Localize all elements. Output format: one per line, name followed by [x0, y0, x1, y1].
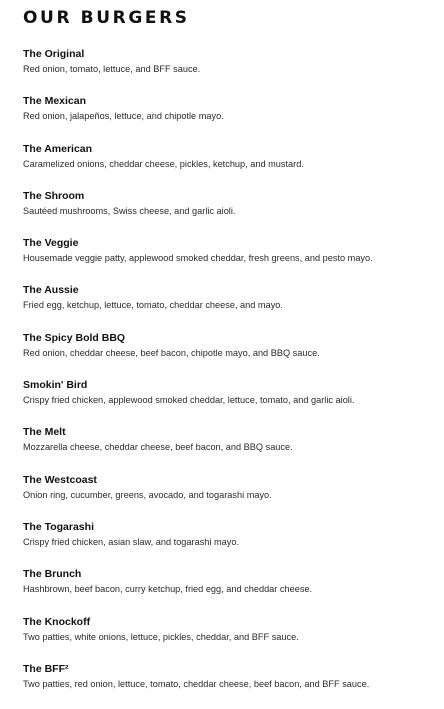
item-name: The Aussie: [23, 284, 79, 297]
item-name: The Spicy Bold BBQ: [23, 331, 126, 344]
menu-item: [23, 520, 438, 567]
item-description: Fried egg, ketchup, lettuce, tomato, cheddar cheese, and mayo.: [23, 300, 283, 311]
item-description: Sautéed mushrooms, Swiss cheese, and garlic aioli.: [23, 205, 236, 216]
menu-item: [23, 662, 438, 709]
menu-item: [23, 236, 438, 283]
menu-item: [23, 94, 438, 141]
menu-item: [23, 425, 438, 472]
menu-title: OUR BURGERS: [23, 8, 190, 28]
item-name: The American: [23, 142, 93, 155]
item-description: Onion ring, cucumber, greens, avocado, and togarashi mayo.: [23, 489, 272, 500]
item-description: Caramelized onions, cheddar cheese, pickles, ketchup, and mustard.: [23, 158, 304, 169]
item-name: The Knockoff: [23, 615, 91, 628]
menu-item: [23, 473, 438, 520]
item-description: Mozzarella cheese, cheddar cheese, beef bacon, and BBQ sauce.: [23, 442, 293, 453]
item-description: Two patties, white onions, lettuce, pickles, cheddar, and BFF sauce.: [23, 631, 299, 642]
item-description: Red onion, cheddar cheese, beef bacon, chipotle mayo, and BBQ sauce.: [23, 347, 320, 358]
item-description: Red onion, jalapeños, lettuce, and chipotle mayo.: [23, 111, 224, 122]
item-name: The Melt: [23, 426, 66, 439]
item-name: Smokin' Bird: [23, 379, 88, 392]
item-name: The Togarashi: [23, 520, 94, 533]
menu-item: [23, 615, 438, 662]
item-description: Two patties, red onion, lettuce, tomato, cheddar cheese, beef bacon, and BFF sauce.: [23, 678, 370, 689]
item-name: The Shroom: [23, 189, 85, 202]
menu-item: [23, 331, 438, 378]
item-description: Crispy fried chicken, applewood smoked cheddar, lettuce, tomato, and garlic aioli.: [23, 395, 355, 406]
menu-item: [23, 283, 438, 330]
item-name: The Brunch: [23, 568, 82, 581]
item-name: The Westcoast: [23, 473, 97, 486]
menu-item: [23, 189, 438, 236]
burger-list: [23, 47, 438, 709]
item-description: Housemade veggie patty, applewood smoked cheddar, fresh greens, and pesto mayo.: [23, 253, 373, 264]
item-name: The Veggie: [23, 237, 79, 250]
menu-item: [23, 567, 438, 614]
item-description: Hashbrown, beef bacon, curry ketchup, fried egg, and cheddar cheese.: [23, 584, 313, 595]
item-description: Crispy fried chicken, asian slaw, and togarashi mayo.: [23, 536, 240, 547]
item-name: The Original: [23, 48, 85, 60]
menu-item: [23, 378, 438, 425]
item-name: The BFF²: [23, 662, 69, 675]
item-description: Red onion, tomato, lettuce, and BFF sauce.: [23, 64, 201, 74]
menu-item: [23, 142, 438, 189]
item-name: The Mexican: [23, 95, 87, 108]
menu-item: [23, 47, 438, 94]
